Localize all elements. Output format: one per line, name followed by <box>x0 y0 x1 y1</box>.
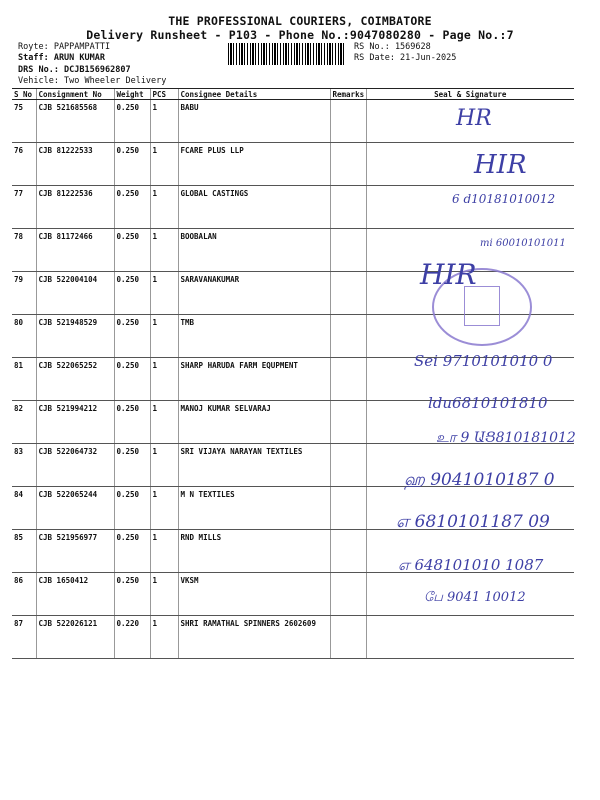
cell-sno: 84 <box>12 487 36 530</box>
cell-pcs: 1 <box>150 100 178 143</box>
col-pcs: PCS <box>150 89 178 100</box>
cell-seal-signature <box>366 573 574 616</box>
cell-seal-signature <box>366 487 574 530</box>
cell-remarks <box>330 229 366 272</box>
table-row <box>12 358 574 401</box>
signature-81: Sei 9710101010 0 <box>414 352 553 370</box>
cell-sno: 82 <box>12 401 36 444</box>
cell-consignment-no: CJB 81222533 <box>36 143 114 186</box>
signature-85: எ 6810101187 09 <box>396 512 550 532</box>
cell-seal-signature <box>366 401 574 444</box>
cell-sno: 85 <box>12 530 36 573</box>
col-consignment: Consignment No <box>36 89 114 100</box>
cell-seal-signature <box>366 272 574 315</box>
vehicle-label: Vehicle: Two Wheeler Delivery <box>18 76 167 86</box>
cell-consignee: FCARE PLUS LLP <box>178 143 330 186</box>
signature-87: பே 9041 10012 <box>424 590 526 605</box>
signature-76: HIR <box>474 150 527 180</box>
cell-consignment-no: CJB 81222536 <box>36 186 114 229</box>
col-weight: Weight <box>114 89 150 100</box>
cell-remarks <box>330 616 366 659</box>
cell-weight: 0.250 <box>114 315 150 358</box>
cell-sno: 77 <box>12 186 36 229</box>
cell-weight: 0.250 <box>114 401 150 444</box>
cell-seal-signature <box>366 100 574 143</box>
cell-pcs: 1 <box>150 143 178 186</box>
cell-seal-signature <box>366 358 574 401</box>
cell-sno: 83 <box>12 444 36 487</box>
cell-weight: 0.250 <box>114 573 150 616</box>
cell-sno: 76 <box>12 143 36 186</box>
cell-remarks <box>330 530 366 573</box>
signature-77: 6 d10181010012 <box>452 192 556 206</box>
table-row <box>12 186 574 229</box>
table-header-row <box>12 89 574 100</box>
cell-remarks <box>330 358 366 401</box>
cell-sno: 80 <box>12 315 36 358</box>
cell-weight: 0.250 <box>114 100 150 143</box>
table-row <box>12 272 574 315</box>
cell-remarks <box>330 100 366 143</box>
cell-weight: 0.250 <box>114 530 150 573</box>
signature-82: ldu6810101810 <box>428 394 548 412</box>
cell-consignee: VKSM <box>178 573 330 616</box>
cell-weight: 0.250 <box>114 358 150 401</box>
signature-78: mi 60010101011 <box>480 238 566 249</box>
table-row <box>12 100 574 143</box>
cell-seal-signature <box>366 315 574 358</box>
cell-pcs: 1 <box>150 616 178 659</box>
barcode <box>228 43 346 65</box>
table-row <box>12 616 574 659</box>
cell-seal-signature <box>366 530 574 573</box>
cell-seal-signature <box>366 616 574 659</box>
cell-sno: 86 <box>12 573 36 616</box>
cell-pcs: 1 <box>150 401 178 444</box>
cell-pcs: 1 <box>150 272 178 315</box>
cell-weight: 0.250 <box>114 272 150 315</box>
rs-number: RS No.: 1569628 <box>354 42 431 52</box>
cell-remarks <box>330 186 366 229</box>
table-row <box>12 530 574 573</box>
cell-seal-signature <box>366 186 574 229</box>
cell-consignment-no: CJB 521685568 <box>36 100 114 143</box>
cell-sno: 78 <box>12 229 36 272</box>
signature-79: HIR <box>420 258 477 291</box>
cell-consignee: TMB <box>178 315 330 358</box>
cell-consignment-no: CJB 1650412 <box>36 573 114 616</box>
cell-consignee: SARAVANAKUMAR <box>178 272 330 315</box>
signature-75: HR <box>456 106 492 131</box>
cell-pcs: 1 <box>150 358 178 401</box>
cell-consignment-no: CJB 522065252 <box>36 358 114 401</box>
cell-pcs: 1 <box>150 487 178 530</box>
col-consignee: Consignee Details <box>178 89 330 100</box>
cell-consignee: BOOBALAN <box>178 229 330 272</box>
cell-weight: 0.220 <box>114 616 150 659</box>
cell-consignment-no: CJB 522004104 <box>36 272 114 315</box>
company-title: THE PROFESSIONAL COURIERS, COIMBATORE <box>168 14 432 28</box>
signature-83: உா 9 ԱՑ810181012 <box>436 430 576 446</box>
cell-consignee: SHRI RAMATHAL SPINNERS 2602609 <box>178 616 330 659</box>
cell-pcs: 1 <box>150 530 178 573</box>
cell-remarks <box>330 487 366 530</box>
drs-label: DRS No.: DCJB156962807 <box>18 65 131 75</box>
cell-remarks <box>330 401 366 444</box>
route-label: Royte: PAPPAMPATTI <box>18 42 111 52</box>
cell-consignment-no: CJB 522064732 <box>36 444 114 487</box>
cell-seal-signature <box>366 143 574 186</box>
cell-consignment-no: CJB 522065244 <box>36 487 114 530</box>
cell-consignment-no: CJB 522026121 <box>36 616 114 659</box>
table-row <box>12 229 574 272</box>
cell-consignee: SHARP HARUDA FARM EQUPMENT <box>178 358 330 401</box>
cell-weight: 0.250 <box>114 229 150 272</box>
table-row <box>12 143 574 186</box>
cell-consignee: RND MILLS <box>178 530 330 573</box>
cell-consignee: SRI VIJAYA NARAYAN TEXTILES <box>178 444 330 487</box>
table-row <box>12 444 574 487</box>
rs-date: RS Date: 21-Jun-2025 <box>354 53 457 63</box>
cell-pcs: 1 <box>150 229 178 272</box>
cell-remarks <box>330 315 366 358</box>
cell-pcs: 1 <box>150 444 178 487</box>
cell-consignment-no: CJB 81172466 <box>36 229 114 272</box>
cell-consignment-no: CJB 521948529 <box>36 315 114 358</box>
col-sno: S No <box>12 89 36 100</box>
cell-pcs: 1 <box>150 186 178 229</box>
col-seal-signature: Seal & Signature <box>366 89 574 100</box>
cell-weight: 0.250 <box>114 186 150 229</box>
cell-consignee: GLOBAL CASTINGS <box>178 186 330 229</box>
cell-consignee: M N TEXTILES <box>178 487 330 530</box>
cell-weight: 0.250 <box>114 444 150 487</box>
cell-pcs: 1 <box>150 315 178 358</box>
cell-seal-signature <box>366 229 574 272</box>
table-row <box>12 487 574 530</box>
table-row <box>12 401 574 444</box>
cell-remarks <box>330 444 366 487</box>
cell-remarks <box>330 272 366 315</box>
signature-84: ஹ 9041010187 0 <box>404 470 555 490</box>
cell-weight: 0.250 <box>114 487 150 530</box>
cell-consignment-no: CJB 521956977 <box>36 530 114 573</box>
cell-sno: 87 <box>12 616 36 659</box>
cell-weight: 0.250 <box>114 143 150 186</box>
cell-consignee: MANOJ KUMAR SELVARAJ <box>178 401 330 444</box>
cell-sno: 79 <box>12 272 36 315</box>
cell-pcs: 1 <box>150 573 178 616</box>
cell-sno: 81 <box>12 358 36 401</box>
cell-remarks <box>330 573 366 616</box>
cell-sno: 75 <box>12 100 36 143</box>
cell-seal-signature <box>366 444 574 487</box>
table-row <box>12 573 574 616</box>
staff-label: Staff: ARUN KUMAR <box>18 53 105 63</box>
runsheet-subtitle: Delivery Runsheet - P103 - Phone No.:9047080280 - Page No.:7 <box>86 28 514 42</box>
cell-consignee: BABU <box>178 100 330 143</box>
table-row <box>12 315 574 358</box>
runsheet-table <box>12 88 574 659</box>
cell-remarks <box>330 143 366 186</box>
col-remarks: Remarks <box>330 89 366 100</box>
cell-consignment-no: CJB 521994212 <box>36 401 114 444</box>
signature-86: எ 648101010 1087 <box>398 556 544 574</box>
